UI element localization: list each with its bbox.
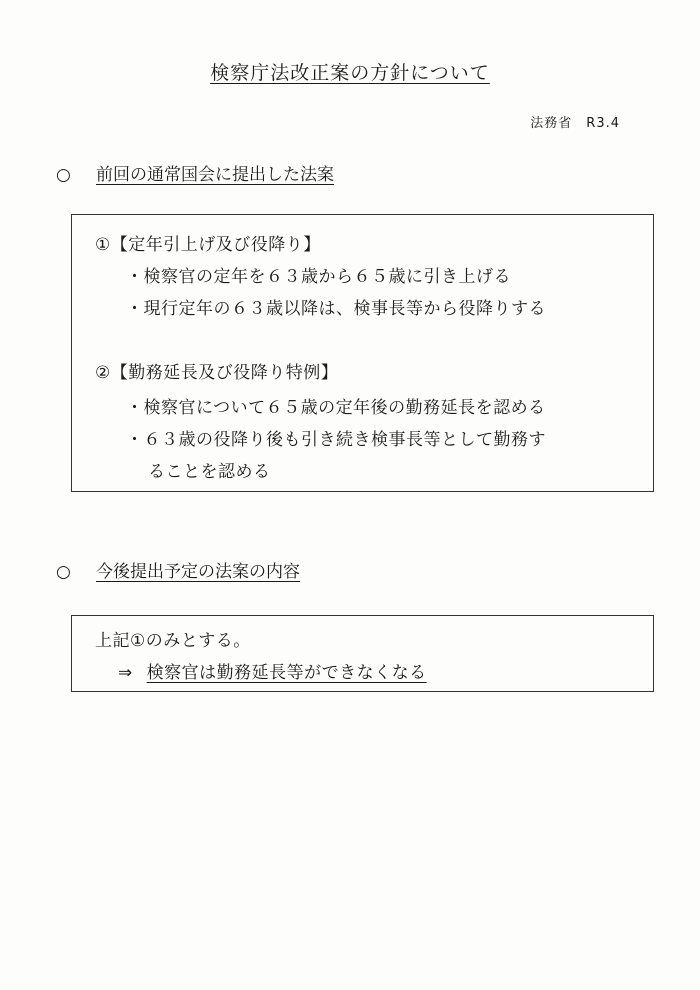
circle-bullet-icon: ○: [56, 562, 71, 582]
right-arrow-icon: ⇒: [118, 663, 133, 683]
item2-point: ・６３歳の役降り後も引き続き検事長等として勤務す: [126, 430, 546, 450]
section2-heading-text: 今後提出予定の法案の内容: [96, 562, 300, 582]
section2-conclusion: 検察官は勤務延長等ができなくなる: [146, 663, 427, 683]
section1-heading-text: 前回の通常国会に提出した法案: [96, 165, 334, 185]
section1-box: [71, 214, 654, 492]
item1-heading: ①【定年引上げ及び役降り】: [95, 235, 321, 255]
item1-point: ・現行定年の６３歳以降は、検事長等から役降りする: [126, 299, 546, 319]
item2-heading: ②【勤務延長及び役降り特例】: [95, 363, 339, 383]
circle-bullet-icon: ○: [56, 165, 71, 185]
section2-conclusion-line: [118, 658, 427, 683]
author-label: 法務省: [530, 116, 573, 131]
item1-point: ・検察官の定年を６３歳から６５歳に引き上げる: [126, 267, 511, 287]
item2-point-continuation: ることを認める: [148, 462, 271, 482]
section1-heading: [56, 160, 334, 185]
document-meta: [530, 112, 620, 131]
section2-statement: 上記①のみとする。: [95, 631, 251, 651]
document-title: 検察庁法改正案の方針について: [210, 62, 490, 84]
item2-point: ・検察官について６５歳の定年後の勤務延長を認める: [126, 398, 546, 418]
date-label: R3.4: [586, 116, 620, 131]
section2-heading: [56, 557, 300, 582]
